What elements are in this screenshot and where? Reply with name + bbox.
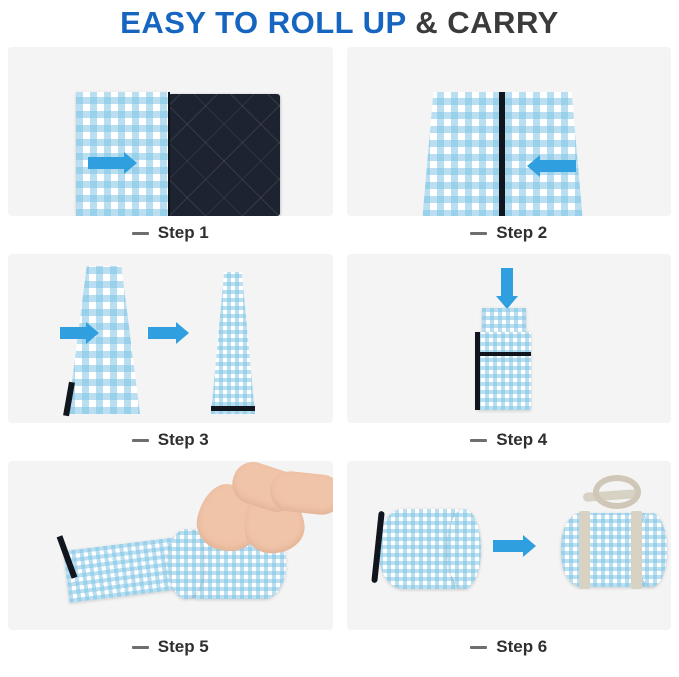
carry-strap-left bbox=[579, 511, 590, 589]
step-1-cell bbox=[8, 47, 333, 250]
caption-dash bbox=[132, 439, 149, 442]
step-4-label: Step 4 bbox=[496, 430, 548, 449]
folded-strip-wide bbox=[68, 266, 140, 414]
folded-strip-side-edge bbox=[475, 332, 480, 410]
step-4-cell bbox=[347, 254, 672, 457]
step-6-cell bbox=[347, 461, 672, 664]
folded-strip-vertical bbox=[477, 332, 531, 410]
step-2-cell bbox=[347, 47, 672, 250]
step-5-label: Step 5 bbox=[157, 637, 209, 656]
step-3-label: Step 3 bbox=[157, 430, 209, 449]
strip-narrow-dark-edge bbox=[211, 406, 255, 411]
step-5-caption bbox=[132, 630, 209, 664]
gingham-fabric-left bbox=[423, 92, 501, 216]
page-title bbox=[0, 0, 679, 47]
caption-dash bbox=[132, 232, 149, 235]
step-6-image bbox=[347, 461, 672, 630]
step-2-caption bbox=[470, 216, 547, 250]
folded-strip-narrow bbox=[211, 272, 255, 414]
center-seam bbox=[499, 92, 506, 216]
carry-strap-right bbox=[631, 511, 642, 589]
blanket-loose-roll-end bbox=[447, 509, 481, 589]
page-title-secondary: & CARRY bbox=[415, 5, 559, 40]
step-5-cell bbox=[8, 461, 333, 664]
step-1-image bbox=[8, 47, 333, 216]
carry-handle-loop bbox=[593, 475, 641, 509]
caption-dash bbox=[132, 646, 149, 649]
quilted-backing bbox=[168, 94, 280, 216]
step-2-image bbox=[347, 47, 672, 216]
caption-dash bbox=[470, 232, 487, 235]
step-6-label: Step 6 bbox=[496, 637, 548, 656]
step-5-image bbox=[8, 461, 333, 630]
folded-strip-seam bbox=[477, 352, 531, 356]
page-title-primary: EASY TO ROLL UP bbox=[120, 5, 407, 40]
step-2-label: Step 2 bbox=[496, 223, 548, 242]
step-3-caption bbox=[132, 423, 209, 457]
gingham-fabric-panel bbox=[76, 92, 168, 216]
step-6-caption bbox=[470, 630, 547, 664]
gingham-fabric-right bbox=[505, 92, 583, 216]
caption-dash bbox=[470, 439, 487, 442]
step-1-label: Step 1 bbox=[157, 223, 209, 242]
caption-dash bbox=[470, 646, 487, 649]
step-4-image bbox=[347, 254, 672, 423]
step-1-caption bbox=[132, 216, 209, 250]
steps-grid bbox=[0, 47, 679, 664]
step-4-caption bbox=[470, 423, 547, 457]
blanket-roll-end bbox=[168, 529, 204, 599]
step-3-image bbox=[8, 254, 333, 423]
step-3-cell bbox=[8, 254, 333, 457]
